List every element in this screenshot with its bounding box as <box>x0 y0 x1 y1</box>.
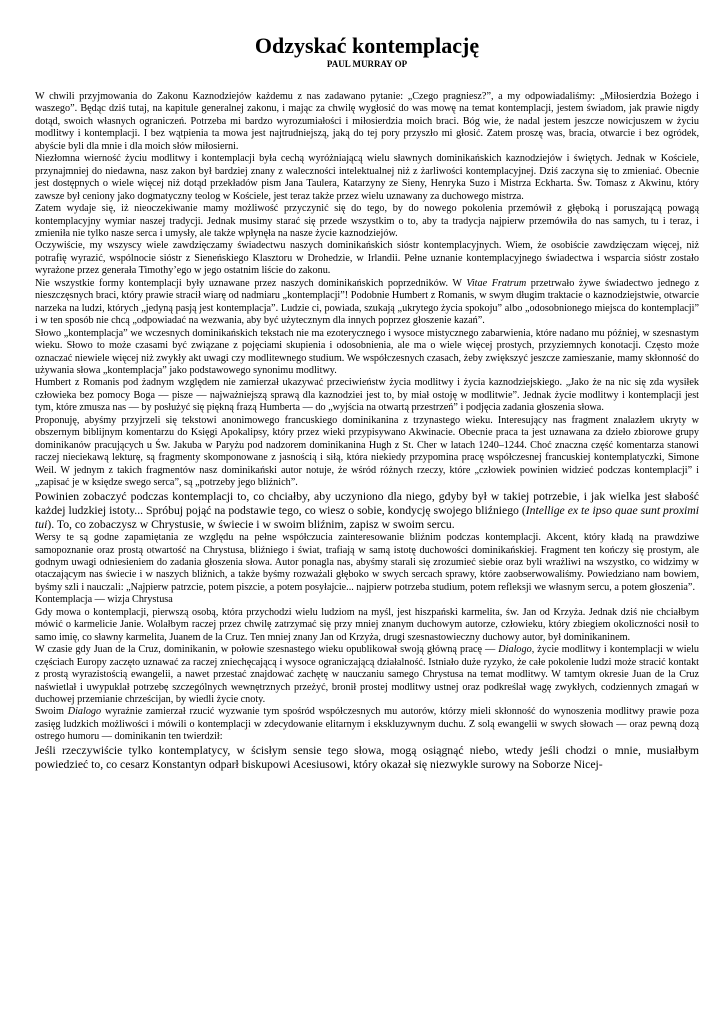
italic-text: Vitae Fratrum <box>466 277 527 289</box>
italic-text: Intellige ex te ipso quae sunt proximi tui <box>35 503 699 531</box>
paragraph <box>35 153 699 203</box>
page-title: Odzyskać kontemplację <box>254 33 480 58</box>
text-run: wyraźnie zamierzał rzucić wyzwanie tym spośród współczesnych mu autorów, którzy mieli skłonność do wynoszenia modlitwy prawie poza zasięg ludzkich możliwości i mówili o kontemplacji w zdecydowanie elitarnym i ekskluzywnym duchu. Z solą ewangelii w swych słowach — oraz pewną dozą ostrego humoru — dominikanin ten twierdził: <box>35 706 699 743</box>
text-run: przetrwało żywe świadectwo jednego z nieszczęsnych braci, który prawie stracił wiarę od nadmiaru „kontemplacji”! Podobnie Humbert z Romanis, w swym długim traktacie o kaznodziejstwie, otwarcie narzeka na ludzi, których „jedyną pasją jest kontemplacja”. Ludzie ci, powiada, szukają „ukrytego życia spokoju” albo „odosobnionego miejsca do kontemplacji” i w ten sposób nie chcą „odpowiadać na wezwania, aby być użytecznym dla innych poprzez głoszenie kazań”. <box>35 277 699 327</box>
paragraph <box>35 706 699 743</box>
paragraph <box>35 594 699 606</box>
paragraph <box>35 532 699 594</box>
paragraph <box>35 377 699 414</box>
italic-text: Dialogo <box>67 706 102 718</box>
text-run: Kontemplacja — wizja Chrystusa <box>35 594 173 606</box>
text-run: , życie modlitwy i kontemplacji w wielu częściach Europy zaczęto uznawać za raczej zniechęcającą i wysoce ograniczającą działalność. Istniało duże ryzyko, że całe pokolenie ludzi może stracić kontakt z prostą wyrazistością ewangelii, a nawet przestać znajdować zachętę w nauczaniu samego Chrystusa na temat modlitwy. W tamtym okresie Juan de la Cruz naświetlał i uwypuklał potrzebę szczególnych wewnętrznych przeżyć, bronił prostej modlitwy ustnej oraz podkreślał wagę zwykłych, codziennych zmagań w duchowej przemianie chrześcijan, by wiedli życie cnoty. <box>35 644 699 705</box>
text-run: Humbert z Romanis pod żadnym względem nie zamierzał ukazywać przeciwieństw życia modlitwy i życia kaznodziejskiego. „Jako że na nic się zda wysiłek człowieka bez pomocy Boga — pisze — najważniejszą sprawą dla kaznodziei jest to, by miał ostoję w modlitwie”. Jednak życie modlitwy i kontemplacji jest tym, które zmusza nas — by posłużyć się piękną frazą Humberta — do „wyjścia na otwartą przestrzeń” i podjęcia zadania głoszenia słowa. <box>35 377 699 414</box>
text-run: ). To, co zobaczysz w Chrystusie, w świecie i w swoim bliźnim, zapisz w swoim sercu. <box>47 517 455 531</box>
paragraph <box>35 240 699 277</box>
paragraph <box>35 744 699 772</box>
text-run: Nie wszystkie formy kontemplacji były uznawane przez naszych dominikańskich poprzedników. W <box>35 277 467 289</box>
italic-text: Dialogo <box>498 644 532 656</box>
paragraph <box>35 644 699 706</box>
text-run: Niezłomna wierność życiu modlitwy i kontemplacji była cechą wyróżniającą wielu sławnych dominikańskich kaznodziejów i świętych. Jednak w Kościele, przynajmniej do niedawna, nasz zakon był bardziej znany z waleczności intelektualnej niż z żarliwości kontemplacyjnej. Dziś zaczyna się to zmieniać. Obecnie jest dostępnych o wiele więcej niż dotąd przekładów pism Jana Taulera, Katarzyny ze Sieny, Henryka Suzo i Mistrza Eckharta. Św. Tomasz z Akwinu, który zawsze był ceniony jako dogmatyczny teolog w Kościele, jest teraz także przez wielu uznawany za duchowego mistrza. <box>35 153 699 202</box>
text-run: Powinien zobaczyć podczas kontemplacji to, co chciałby, aby uczyniono dla niego, gdyby był w takiej potrzebie, i jak wielka jest słabość każdej ludzkiej istoty... Spróbuj pojąć na podstawie tego, co wiesz o sobie, kondycję swojego bliźniego ( <box>35 489 699 517</box>
text-run: Gdy mowa o kontemplacji, pierwszą osobą, która przychodzi wielu ludziom na myśl, jest hiszpański karmelita, św. Jan od Krzyża. Jednak dziś nie chciałbym mówić o karmelicie Janie. Wolałbym raczej przez chwilę zatrzymać się przy mniej znanym duchowym autorze, człowieku, który zbiegiem okoliczności nosił to samo imię, co sławny karmelita, Juanem de la Cruz. Ten mniej znany Jan od Krzyża, drugi szesnastowieczny duchowy autor, był dominikaninem. <box>35 606 699 643</box>
paragraph <box>35 490 699 533</box>
text-run: Proponuję, abyśmy przyjrzeli się tekstowi anonimowego francuskiego dominikanina z trzynastego wieku. Interesujący nas fragment znalazłem ukryty w obszernym biblijnym komentarzu do Księgi Apokalipsy, który przez wieki przypisywano Akwinacie. Obecnie praca ta jest uznawana za dzieło zbiorowe grupy dominikanów pracujących u Św. Jakuba w Paryżu pod nadzorem dominikanina Hugh z St. Cher w latach 1240–1244. Choć znaczna część komentarza stanowi raczej nieciekawą lekturę, są fragmenty skomponowane z jasnością i siłą, która niekiedy przypomina pracę współczesnej francuskiej kontemplatyczki, Simone Weil. W jednym z takich fragmentów nasz dominikański autor notuje, że wśród różnych rzeczy, które „człowiek powinien widzieć podczas kontemplacji” i „zapisać je w księdze swego serca”, są „potrzeby jego bliźnich”. <box>35 414 699 489</box>
text-run: Wersy te są godne zapamiętania ze względu na pełne współczucia zainteresowanie bliźnim podczas kontemplacji. Akcent, który kładą na prawdziwe samopoznanie oraz prostą otwartość na Chrystusa, bliźniego i świat, trafiają w samą istotę duchowości dominikańskiej. Fragment ten kończy się prostym, ale godnym uwagi odniesieniem do zadania głoszenia słowa. Autor ponagla nas, abyśmy starali się zrozumieć siebie oraz byli wrażliwi na wszystko, co widzimy w otaczającym nas świecie i w naszych bliźnich, a także byśmy rozważali głęboko w swych sercach sprawy, które zaobserwowaliśmy. Powiedziano nam bowiem, byśmy szli i nauczali: „Najpierw patrzcie, potem piszcie, a potem posyłajcie... najpierw potrzeba studium, potem refleksji we własnym sercu, a potem głoszenia”. <box>35 532 699 593</box>
paragraph <box>35 607 699 644</box>
paragraph <box>35 278 699 328</box>
text-run: Swoim <box>35 706 68 718</box>
text-run: W chwili przyjmowania do Zakonu Kaznodziejów każdemu z nas zadawano pytanie: „Czego pragniesz?”, a my odpowiadaliśmy: „Miłosierdzia Bożego i waszego”. Będąc dziś tutaj, na kapitule generalnej zakonu, i mając za chwilę wygłosić do was mowę na temat kontemplacji, jestem świadom, jak prawie nigdy dotąd, swoich własnych ograniczeń. Potrzeba mi bardzo wyrozumiałości i miłosierdzia moich braci. Bóg wie, że nadal jestem jeszcze nowicjuszem w życiu modlitwy i kontemplacji. I bez wątpienia ta mowa jest najtrudniejszą, jaką do tej pory przyszło mi głosić. Zatem proszę was, bracia, otwarcie i bez ogródek, abyście byli dla mnie i dla moich słów miłosierni. <box>35 91 699 152</box>
article-body <box>35 91 699 772</box>
text-run: Słowo „kontemplacja” we wczesnych dominikańskich tekstach nie ma ezoterycznego i wysoce mistycznego zabarwienia, które nadano mu później, w szesnastym wieku. Słowo to może czasami być związane z pojęciami skupienia i odosobnienia, ale ma o wiele więcej prostych, przyziemnych konotacji. Często może oznaczać niewiele więcej niż zwykły akt uwagi czy modlitewnego studium. We współczesnych czasach, żeby zwiększyć jeszcze zamieszanie, mamy skłonność do używania słowa „kontemplacja” jako podstawowego synonimu modlitwy. <box>35 327 699 376</box>
text-run: W czasie gdy Juan de la Cruz, dominikanin, w połowie szesnastego wieku opublikował swoją główną pracę — <box>35 644 499 656</box>
text-run: Zatem wydaje się, iż nieoczekiwanie mamy możliwość przyczynić się do tego, by do nowego pokolenia przemówił z głęboką i poruszającą powagą kontemplacyjny wymiar naszej tradycji. Jednak musimy starać się przede wszystkim o to, aby ta tradycja najpierw przemówiła do nas samych, tu i teraz, i zmieniła nie tylko nasze serca i umysły, ale także wpłynęła na nasze życie kaznodziejów. <box>35 203 699 239</box>
text-run: Oczywiście, my wszyscy wiele zawdzięczamy świadectwu naszych dominikańskich sióstr kontemplacyjnych. Wiem, że osobiście zawdzięczam więcej, niż potrafię wyrazić, wspólnocie sióstr z Sieneńskiego Klasztoru w Drohedzie, w Irlandii. Pełne uznanie kontemplacyjnego świadectwa i wsparcia sióstr zostało wyrażone przez generała Timothy’ego w jego ostatnim liście do zakonu. <box>35 240 699 277</box>
paragraph <box>35 91 699 153</box>
paragraph <box>35 328 699 378</box>
text-run: Jeśli rzeczywiście tylko kontemplatycy, w ścisłym sensie tego słowa, mogą osiągnąć niebo, wtedy jeśli chodzi o mnie, musiałbym powiedzieć to, co cesarz Konstantyn odparł biskupowi Acesiusowi, który okazał się niezwykle surowy na Soborze Nicej- <box>35 743 699 772</box>
paragraph <box>35 203 699 240</box>
paragraph <box>35 415 699 490</box>
author-byline: PAUL MURRAY OP <box>326 59 408 69</box>
